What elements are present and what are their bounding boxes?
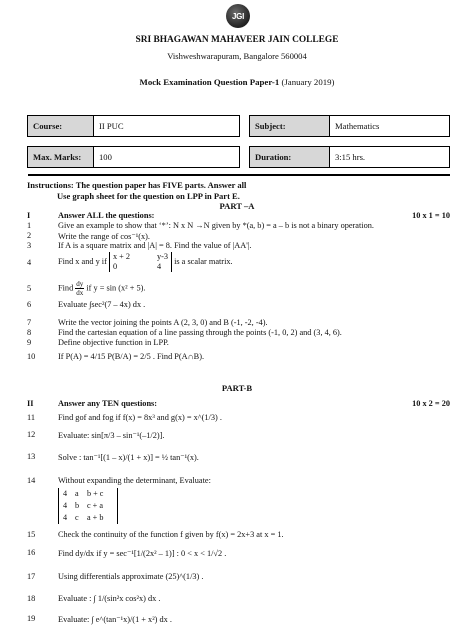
- part-b-title: PART-B: [221, 383, 253, 393]
- exam-title-date: (January 2019): [281, 77, 335, 87]
- course-value: II PUC: [94, 116, 240, 137]
- part-a-title: PART –A: [219, 201, 255, 211]
- part-b-instruction: Answer any TEN questions:: [58, 399, 158, 408]
- course-subject-table: [27, 115, 450, 137]
- derivative-fraction: $\frac{dy}{dx}$: [76, 280, 84, 297]
- marks-duration-table: [27, 146, 450, 168]
- subject-label: Subject:: [250, 116, 330, 137]
- college-address: Vishweshwarapuram, Bangalore 560004: [167, 51, 307, 61]
- college-name: SRI BHAGAWAN MAHAVEER JAIN COLLEGE: [135, 35, 339, 45]
- marks-value: 100: [94, 147, 240, 168]
- instructions-line-1: Instructions: The question paper has FIVE parts. Answer all: [27, 180, 247, 190]
- part-a-number: I: [27, 211, 31, 220]
- divider: [28, 174, 450, 176]
- duration-label: Duration:: [250, 147, 330, 168]
- exam-title-main: Mock Examination Question Paper-1: [139, 77, 280, 87]
- course-label: Course:: [28, 116, 94, 137]
- college-logo: JGI: [226, 4, 250, 28]
- instructions-line-2: Use graph sheet for the question on LPP in Part E.: [57, 191, 240, 201]
- determinant: 4 a b + c 4 b c + a 4 c a + b: [58, 488, 118, 524]
- part-a-instruction: Answer ALL the questions:: [58, 211, 155, 220]
- question-paper: JGI SRI BHAGAWAN MAHAVEER JAIN COLLEGE Vishweshwarapuram, Bangalore 560004 Mock Examination Question Paper-1 (January 2019) Course: II PUC Subject: Mathematics Max. Marks: 100 Duration: 3:15 hrs. Instructions: The question paper has FIVE parts. Answer all Use graph sheet for the question on LPP in Part E. PART –A I Answer ALL the questions: 10 x 1 = 10 1 Give an example to show that ‘*’: N x N →N given by *(a, b) = a – b is not a binary operation. 2 Write the range of cos⁻¹(x). 3 If A is a square matrix and |A| = 8. Find the value of |AA'|. 4 Find x and y if x + 2 y-3 0 4 is a scalar matrix. 5 Find $\frac{dy}{dx}$ if y = sin (x² + 5). 6 Evaluate ∫sec²(7 – 4x) dx . 7 Write the vector joining the points A (2, 3, 0) and B (-1, -2, -4). 8 Find the cartesian equation of a line passing through the points (-1, 0, 2) and (3, 4, 6). 9 Define objective function in LPP. 10 If P(A) = 4/15 P(B/A) = 2/5 . Find P(A∩B). PART-B II Answer any TEN questions: 10 x 2 = 20 11 Find gof and fog if f(x) = 8x³ and g(x) = x^(1/3) . 12 Evaluate: sin[π/3 – sin⁻¹(–1/2)]. 13 Solve : tan⁻¹[(1 – x)/(1 + x)] = ½ tan⁻¹(x). 14 Without expanding the determinant, Evaluate: 4 a b + c 4 b c + a 4 c a + b 15 Check the continuity of the function f given by f(x) = 2x+3 at x = 1. 16 Find dy/dx if y = sec⁻¹[1/(2x² – 1)] : 0 < x < 1/√2 . 17 Using differentials approximate (25)^(1/3) . 18 Evaluate : ∫ 1/(sin²x cos²x) dx . 19 Evaluate: ∫ e^(tan⁻¹x)/(1 + x²) dx .: [0, 0, 474, 632]
- part-b-marks: 10 x 2 = 20: [412, 399, 450, 408]
- part-b-number: II: [27, 399, 34, 408]
- marks-label: Max. Marks:: [28, 147, 94, 168]
- duration-value: 3:15 hrs.: [330, 147, 450, 168]
- scalar-matrix: x + 2 y-3 0 4: [109, 252, 172, 272]
- subject-value: Mathematics: [330, 116, 450, 137]
- part-a-marks: 10 x 1 = 10: [412, 211, 450, 220]
- exam-title: [0, 77, 474, 87]
